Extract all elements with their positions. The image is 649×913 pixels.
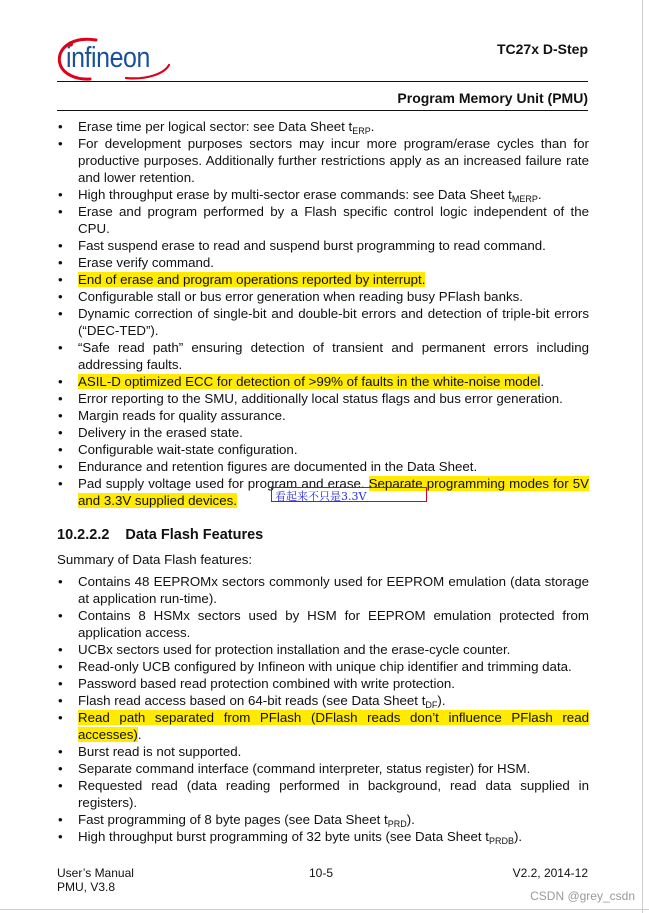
highlighted-text: Separate programming modes for 5V and 3.3V supplied devices. <box>78 476 589 508</box>
bullet-text: Endurance and retention figures are documented in the Data Sheet. <box>78 459 478 474</box>
bullet-text: Margin reads for quality assurance. <box>78 408 286 423</box>
bullet-text: Separate command interface (command interpreter, status register) for HSM. <box>78 761 531 776</box>
footer-version-pmu: PMU, V3.8 <box>57 880 116 894</box>
bullet-text: UCBx sectors used for protection installation and the erase-cycle counter. <box>78 642 511 657</box>
highlighted-text: ASIL-D optimized ECC for detection of >99% of faults in the white-noise model <box>78 374 541 389</box>
footer-manual: User’s Manual <box>57 866 134 880</box>
bullet-text: Fast programming of 8 byte pages (see Data Sheet t <box>78 812 388 827</box>
bullet-item <box>57 135 589 186</box>
subscript: MERP <box>511 194 538 204</box>
bullet-text: Erase verify command. <box>78 255 214 270</box>
bullet-text: ). <box>437 693 446 708</box>
subscript: PRDB <box>488 836 514 846</box>
bullet-item <box>57 743 589 760</box>
bullet-text: Burst read is not supported. <box>78 744 242 759</box>
subscript: PRD <box>387 819 407 829</box>
header-rule-2 <box>57 110 588 111</box>
bullet-item <box>57 288 589 305</box>
bullet-text: For development purposes sectors may incur more program/erase cycles than for productive purposes. Additionally further restrictions apply as an increased failure rate and lower retention. <box>78 136 589 185</box>
bullet-text: Contains 48 EEPROMx sectors commonly used for EEPROM emulation (data storage at application run-time). <box>78 574 589 606</box>
bullet-item <box>57 573 589 607</box>
bullet-text: “Safe read path” ensuring detection of transient and permanent errors including addressing faults. <box>78 340 589 372</box>
bullet-item <box>57 777 589 811</box>
bullet-item <box>57 339 589 373</box>
bullet-item <box>57 203 589 237</box>
csdn-watermark: CSDN @grey_csdn <box>530 889 635 903</box>
bullet-text: High throughput erase by multi-sector erase commands: see Data Sheet t <box>78 187 512 202</box>
bullet-text: Pad supply voltage used for program and erase. <box>78 476 369 491</box>
footer-page-number: 10-5 <box>309 866 334 880</box>
page-edge-bottom <box>0 909 649 910</box>
bullet-text: . <box>370 119 375 134</box>
page-edge-right <box>642 0 643 913</box>
bullet-text: . <box>137 727 142 742</box>
section-number: 10.2.2.2 <box>57 527 110 543</box>
highlighted-text: End of erase and program operations reported by interrupt. <box>78 272 426 287</box>
bullet-item <box>57 675 589 692</box>
bullet-item <box>57 390 589 407</box>
bullet-text: . <box>540 374 545 389</box>
bullet-text: . <box>537 187 542 202</box>
bullet-item <box>57 254 589 271</box>
bullet-item <box>57 760 589 777</box>
subscript: ERP <box>352 126 371 136</box>
section-heading <box>57 527 263 543</box>
infineon-logo <box>56 34 171 84</box>
bullet-text: High throughput burst programming of 32 byte units (see Data Sheet t <box>78 829 489 844</box>
bullet-text: Delivery in the erased state. <box>78 425 243 440</box>
section-summary: Summary of Data Flash features: <box>57 552 253 567</box>
bullet-item <box>57 828 589 845</box>
bullet-item <box>57 118 589 135</box>
bullet-text: Error reporting to the SMU, additionally local status flags and bus error generation. <box>78 391 563 406</box>
highlighted-text: Read path separated from PFlash (DFlash reads don’t influence PFlash read accesses) <box>78 710 589 742</box>
bullet-item <box>57 237 589 254</box>
bullet-item <box>57 271 589 288</box>
chapter-title: Program Memory Unit (PMU) <box>397 90 588 106</box>
bullet-item <box>57 407 589 424</box>
pflash-feature-list <box>57 118 589 509</box>
bullet-item <box>57 458 589 475</box>
bullet-text: Contains 8 HSMx sectors used by HSM for EEPROM emulation protected from application access. <box>78 608 589 640</box>
bullet-text: Dynamic correction of single-bit and double-bit errors and detection of triple-bit errors (“DEC-TED”). <box>78 306 589 338</box>
bullet-item <box>57 186 589 203</box>
bullet-item <box>57 441 589 458</box>
header-rule <box>57 81 588 82</box>
annotation-note: 看起来不只是3.3V <box>275 490 367 503</box>
bullet-text: Fast suspend erase to read and suspend burst programming to read command. <box>78 238 546 253</box>
bullet-text: Erase and program performed by a Flash specific control logic independent of the CPU. <box>78 204 589 236</box>
bullet-item <box>57 305 589 339</box>
bullet-item <box>57 424 589 441</box>
bullet-text: Configurable stall or bus error generation when reading busy PFlash banks. <box>78 289 523 304</box>
bullet-text: ). <box>406 812 415 827</box>
document-title: TC27x D-Step <box>496 41 588 57</box>
bullet-item <box>57 607 589 641</box>
bullet-item <box>57 641 589 658</box>
bullet-text: Erase time per logical sector: see Data Sheet t <box>78 119 353 134</box>
bullet-text: Flash read access based on 64-bit reads (see Data Sheet t <box>78 693 426 708</box>
bullet-item <box>57 811 589 828</box>
bullet-item <box>57 709 589 743</box>
bullet-text: ). <box>513 829 523 844</box>
section-title: Data Flash Features <box>125 527 264 543</box>
footer-doc-version: V2.2, 2014-12 <box>512 866 588 880</box>
bullet-text: Configurable wait-state configuration. <box>78 442 298 457</box>
footer-left <box>57 866 134 894</box>
bullet-text: Password based read protection combined with write protection. <box>78 676 455 691</box>
subscript: DF <box>425 700 438 710</box>
logo-wordmark: infineon <box>66 42 150 74</box>
bullet-item <box>57 373 589 390</box>
dflash-feature-list <box>57 573 589 845</box>
bullet-text: Read-only UCB configured by Infineon with unique chip identifier and trimming data. <box>78 659 572 674</box>
bullet-text: Requested read (data reading performed in background, read data supplied in registers). <box>78 778 589 810</box>
bullet-item <box>57 658 589 675</box>
bullet-item <box>57 692 589 709</box>
